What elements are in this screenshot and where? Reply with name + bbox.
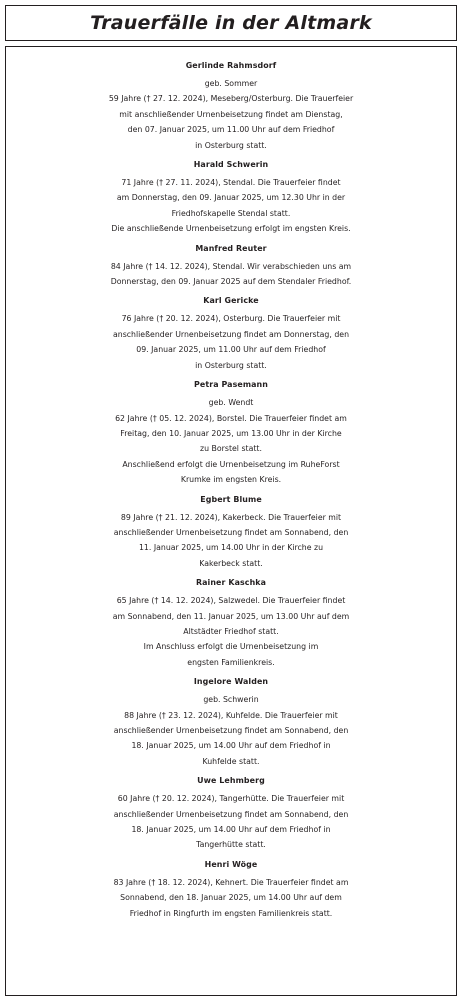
- deceased-name: Rainer Kaschka: [195, 578, 267, 588]
- obituary-text-line: 18. Januar 2025, um 14.00 Uhr auf dem Friedhof in: [131, 741, 331, 751]
- obituary-text-line: 89 Jahre († 21. 12. 2024), Kakerbeck. Die Trauerfeier mit: [120, 512, 342, 522]
- deceased-name: Egbert Blume: [200, 494, 262, 504]
- obituary-text-line: Donnerstag, den 09. Januar 2025 auf dem Stendaler Friedhof.: [110, 277, 352, 287]
- deceased-name: Manfred Reuter: [195, 243, 267, 253]
- obituary-text-line: Freitag, den 10. Januar 2025, um 13.00 Uhr in der Kirche: [120, 428, 342, 438]
- obituary-text-line: geb. Wendt: [208, 398, 254, 408]
- deceased-name: Harald Schwerin: [193, 160, 269, 170]
- obituary-text-line: 62 Jahre († 05. 12. 2024), Borstel. Die Trauerfeier findet am: [115, 413, 347, 423]
- deceased-name: Henri Wöge: [204, 859, 258, 869]
- obituary-text-line: Friedhofskapelle Stendal statt.: [171, 208, 291, 218]
- obituary-entry: [6, 291, 456, 373]
- obituary-text-line: 83 Jahre († 18. 12. 2024), Kehnert. Die Trauerfeier findet am: [113, 877, 349, 887]
- obituary-text-line: 59 Jahre († 27. 12. 2024), Meseberg/Osterburg. Die Trauerfeier: [108, 94, 354, 104]
- obituary-entry: [6, 375, 456, 487]
- obituary-entry: [6, 56, 456, 153]
- obituary-text-line: anschließender Urnenbeisetzung findet am Sonnabend, den: [113, 527, 349, 537]
- obituary-text-line: Im Anschluss erfolgt die Urnenbeisetzung im: [143, 642, 319, 652]
- obituary-text-line: Kakerbeck statt.: [199, 558, 263, 568]
- obituary-text-line: Tangerhütte statt.: [196, 840, 266, 850]
- obituary-text-line: Die anschließende Urnenbeisetzung erfolgt im engsten Kreis.: [111, 224, 351, 234]
- obituary-text-line: in Osterburg statt.: [195, 360, 267, 370]
- obituary-entry: [6, 490, 456, 572]
- obituary-text-line: 18. Januar 2025, um 14.00 Uhr auf dem Friedhof in: [131, 825, 331, 835]
- obituary-entry: [6, 855, 456, 921]
- obituary-text-line: mit anschließender Urnenbeisetzung findet am Dienstag,: [119, 109, 343, 119]
- obituary-entry: [6, 672, 456, 769]
- obituary-text-line: Altstädter Friedhof statt.: [183, 626, 279, 636]
- obituary-text-line: Friedhof in Ringfurth im engsten Familienkreis statt.: [129, 908, 333, 918]
- obituary-text-line: anschließender Urnenbeisetzung findet am Sonnabend, den: [113, 726, 349, 735]
- obituary-text-line: Kuhfelde statt.: [202, 756, 260, 766]
- obituary-text-line: 84 Jahre († 14. 12. 2024), Stendal. Wir verabschieden uns am: [110, 261, 352, 271]
- obituary-list-box: [5, 46, 457, 996]
- obituary-text-line: 11. Januar 2025, um 14.00 Uhr in der Kirche zu: [138, 543, 324, 553]
- obituary-entry: [6, 239, 456, 290]
- obituary-text-line: 71 Jahre († 27. 11. 2024), Stendal. Die Trauerfeier findet: [121, 178, 341, 188]
- deceased-name: Ingelore Walden: [193, 677, 269, 687]
- obituary-text-line: 60 Jahre († 20. 12. 2024), Tangerhütte. Die Trauerfeier mit: [117, 794, 345, 804]
- obituary-text-line: anschließender Urnenbeisetzung findet am Sonnabend, den: [113, 809, 349, 819]
- title-box: [5, 5, 457, 41]
- obituary-entry: [6, 771, 456, 853]
- obituary-text-line: anschließender Urnenbeisetzung findet am Donnerstag, den: [112, 329, 350, 339]
- obituary-text-line: Sonnabend, den 18. Januar 2025, um 14.00 Uhr auf dem: [120, 893, 342, 903]
- obituary-text-line: Anschließend erfolgt die Urnenbeisetzung im RuheForst: [122, 459, 340, 469]
- obituary-text-line: engsten Familienkreis.: [187, 657, 275, 667]
- obituary-text-line: in Osterburg statt.: [195, 140, 267, 150]
- deceased-name: Uwe Lehmberg: [197, 776, 265, 786]
- deceased-name: Petra Pasemann: [194, 380, 268, 390]
- obituary-entry: [6, 573, 456, 670]
- obituary-text-line: am Sonnabend, den 11. Januar 2025, um 13.00 Uhr auf dem: [112, 611, 350, 621]
- obituary-text-line: am Donnerstag, den 09. Januar 2025, um 12.30 Uhr in der: [116, 193, 346, 203]
- obituary-text-line: geb. Schwerin: [203, 695, 259, 705]
- obituary-text-line: den 07. Januar 2025, um 11.00 Uhr auf dem Friedhof: [127, 125, 335, 135]
- obituary-text-line: zu Borstel statt.: [200, 444, 262, 454]
- obituary-text-line: geb. Sommer: [204, 79, 258, 88]
- obituary-text-line: 09. Januar 2025, um 11.00 Uhr auf dem Friedhof: [136, 345, 326, 355]
- page-title: Trauerfälle in der Altmark: [90, 12, 372, 34]
- obituary-text-line: 76 Jahre († 20. 12. 2024), Osterburg. Die Trauerfeier mit: [121, 314, 341, 324]
- obituary-text-line: 65 Jahre († 14. 12. 2024), Salzwedel. Die Trauerfeier findet: [116, 596, 346, 606]
- obituary-entry: [6, 155, 456, 237]
- deceased-name: Karl Gericke: [203, 296, 259, 306]
- obituary-text-line: Krumke im engsten Kreis.: [180, 475, 282, 485]
- obituary-text-line: 88 Jahre († 23. 12. 2024), Kuhfelde. Die Trauerfeier mit: [124, 710, 338, 720]
- deceased-name: Gerlinde Rahmsdorf: [185, 61, 277, 70]
- obituary-list: [6, 47, 456, 921]
